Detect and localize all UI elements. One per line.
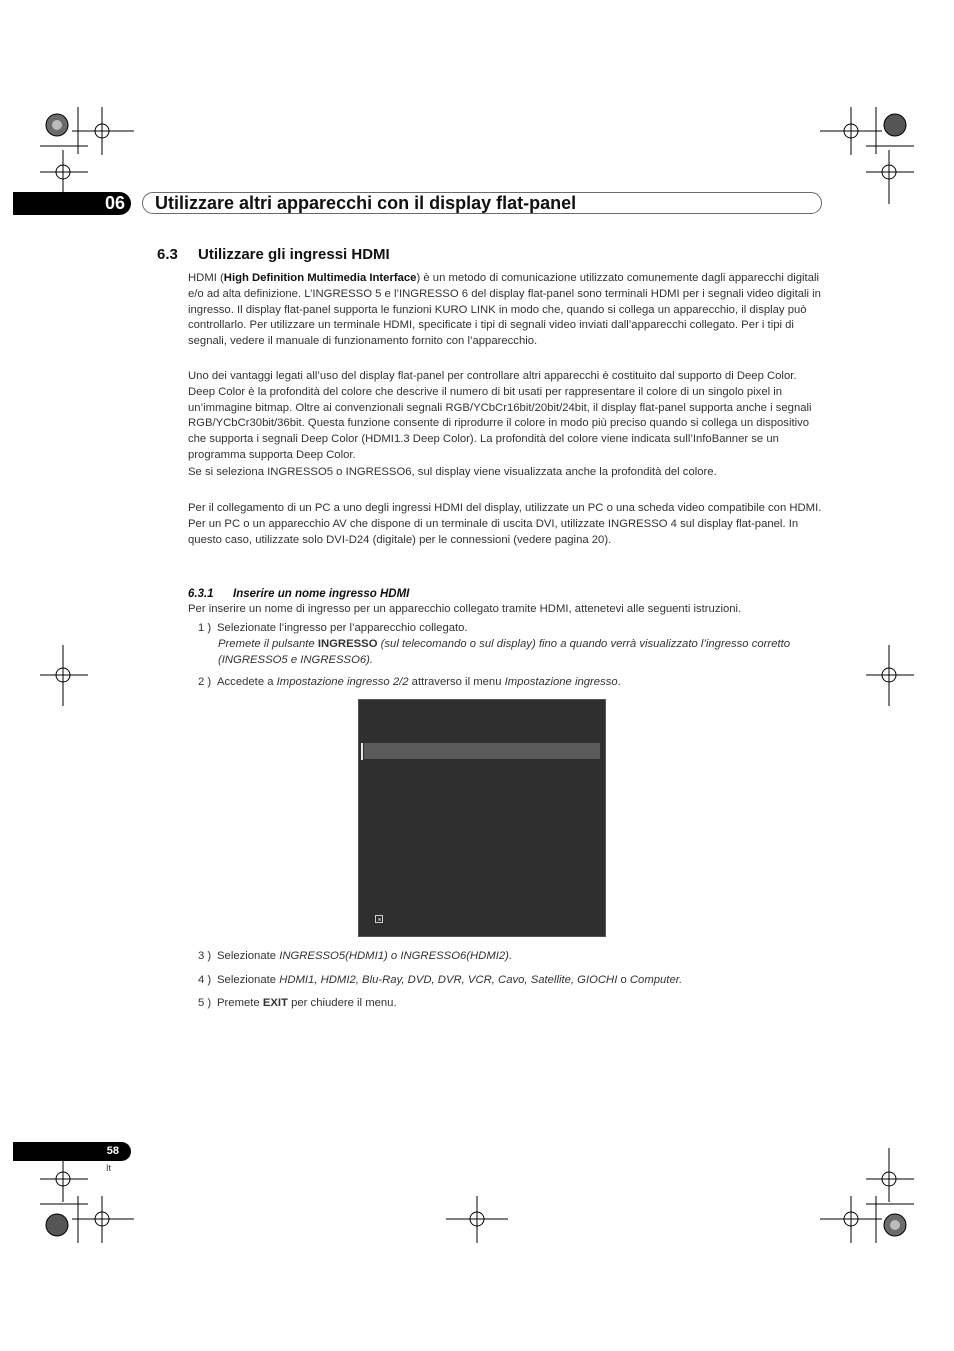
step-1-note-bold: INGRESSO [317, 637, 378, 650]
step-1-num: 1 ) [198, 622, 212, 634]
section-title-text: Utilizzare gli ingressi HDMI [198, 246, 390, 263]
language-code: It [106, 1163, 112, 1173]
step-3-em1: INGRESSO5(HDMI1) [279, 950, 388, 962]
section-title [157, 246, 390, 263]
chapter-number: 06 [104, 193, 125, 213]
step-1-note-pre: Premete il pulsante [218, 637, 318, 650]
menu-screenshot [358, 699, 606, 937]
subsection-title [188, 588, 409, 600]
subsection-intro [188, 602, 824, 618]
step-5-pre: Premete [217, 997, 263, 1009]
step-4-pre: Selezionate [217, 974, 280, 986]
p1-pre: HDMI ( [188, 272, 224, 284]
subsection-title-text: Inserire un nome ingresso HDMI [233, 588, 410, 600]
chapter-badge [13, 192, 131, 215]
step-5 [198, 996, 824, 1012]
step-4-mid: o [617, 974, 630, 986]
menu-selected-row [364, 743, 600, 759]
step-4-num: 4 ) [198, 974, 212, 986]
chapter-title-box [142, 192, 822, 214]
subsection-number: 6.3.1 [188, 588, 214, 600]
step-3-num: 3 ) [198, 950, 212, 962]
step-2-num: 2 ) [198, 676, 212, 688]
menu-cursor [361, 743, 363, 760]
step-2-post: . [617, 676, 621, 688]
step-4-post: . [679, 974, 683, 986]
p1-post: ) è un metodo di comunicazione utilizzato comunemente dagli apparecchi digitali e/o ad alta definizione. L’INGRESSO 5 e l’INGRESSO 6 del display flat-panel sono terminali HDMI per i segnali video digitali in ingresso. Il display flat-panel supporta le funzioni KURO LINK in modo che, quando si collega un apparecchio, il display può controllarlo. Per utilizzare un terminale HDMI, specificate i tipi di segnali video inviati dall’apparecchi collegato. Per i tipi di segnali, vedere il manuale di funzionamento fornito con l’apparecchio. [188, 272, 821, 348]
step-4-em1: HDMI1, HDMI2, Blu-Ray, DVD, DVR, VCR, Cavo, Satellite, GIOCHI [279, 974, 618, 986]
page-number-badge [13, 1142, 131, 1161]
paragraph-deep-color [188, 369, 824, 464]
chapter-title: Utilizzare altri apparecchi con il display flat-panel [155, 193, 577, 213]
step-2-em2: Impostazione ingresso [504, 676, 618, 688]
section-number: 6.3 [157, 246, 178, 263]
paragraph-hdmi-intro [188, 271, 824, 350]
step-5-num: 5 ) [198, 997, 212, 1009]
step-3-em2: INGRESSO6(HDMI2) [400, 950, 509, 962]
p1-bold: High Definition Multimedia Interface [223, 272, 417, 284]
step-3-post: . [508, 950, 513, 962]
step-3-pre: Selezionate [217, 950, 280, 962]
step-2-pre: Accedete a [217, 676, 277, 688]
step-1-note-post: (sul telecomando o sul display) fino a quando verrà visualizzato l’ingresso corretto (INGRESSO5 e INGRESSO6). [218, 637, 791, 666]
step-2-em1: Impostazione ingresso 2/2 [276, 676, 409, 688]
p3-text: Se si seleziona INGRESSO5 o INGRESSO6, sul display viene visualizzata anche la profondità del colore. [188, 466, 717, 478]
close-icon [375, 915, 383, 923]
step-2-mid: attraverso il menu [408, 676, 505, 688]
step-1 [198, 621, 824, 668]
paragraph-color-depth [188, 465, 824, 481]
step-3-mid: o [387, 950, 401, 962]
step-3 [198, 949, 824, 965]
step-2 [198, 675, 824, 691]
step-5-post: per chiudere il menu. [287, 997, 397, 1009]
step-1-text: Selezionate l’ingresso per l’apparecchio collegato. [217, 622, 468, 634]
paragraph-pc-connection [188, 501, 824, 548]
step-4 [198, 973, 824, 989]
p4-text: Per il collegamento di un PC a uno degli ingressi HDMI del display, utilizzate un PC o una scheda video compatibile con HDMI. Per un PC o un apparecchio AV che dispone di un terminale di uscita DVI, utilizzate INGRESSO 4 sul display flat-panel. In questo caso, utilizzate solo DVI-D24 (digitale) per le connessioni (vedere pagina 20). [188, 502, 822, 546]
step-1-note [198, 637, 824, 669]
subsection-intro-text: Per inserire un nome di ingresso per un apparecchio collegato tramite HDMI, attenetevi alle seguenti istruzioni. [188, 603, 742, 615]
step-5-bold: EXIT [262, 997, 288, 1009]
page-number: 58 [106, 1145, 119, 1157]
step-4-em2: Computer [629, 974, 680, 986]
p2-text: Uno dei vantaggi legati all’uso del display flat-panel per controllare altri apparecchi è costituito dal supporto di Deep Color. Deep Color è la profondità del colore che descrive il numero di bit usati per rappresentare il colore di un singolo pixel in un’immagine bitmap. Oltre ai convenzionali segnali RGB/YCbCr16bit/20bit/24bit, il display flat-panel supporta anche i segnali RGB/YCbCr30bit/36bit. Questa funzione consente di riprodurre il colore in modo più preciso quando si collega un dispositivo che supporta i segnali Deep Color (HDMI1.3 Deep Color). La profondità del colore viene indicata sull’InfoBanner se un programma supporta Deep Color. [188, 370, 812, 461]
